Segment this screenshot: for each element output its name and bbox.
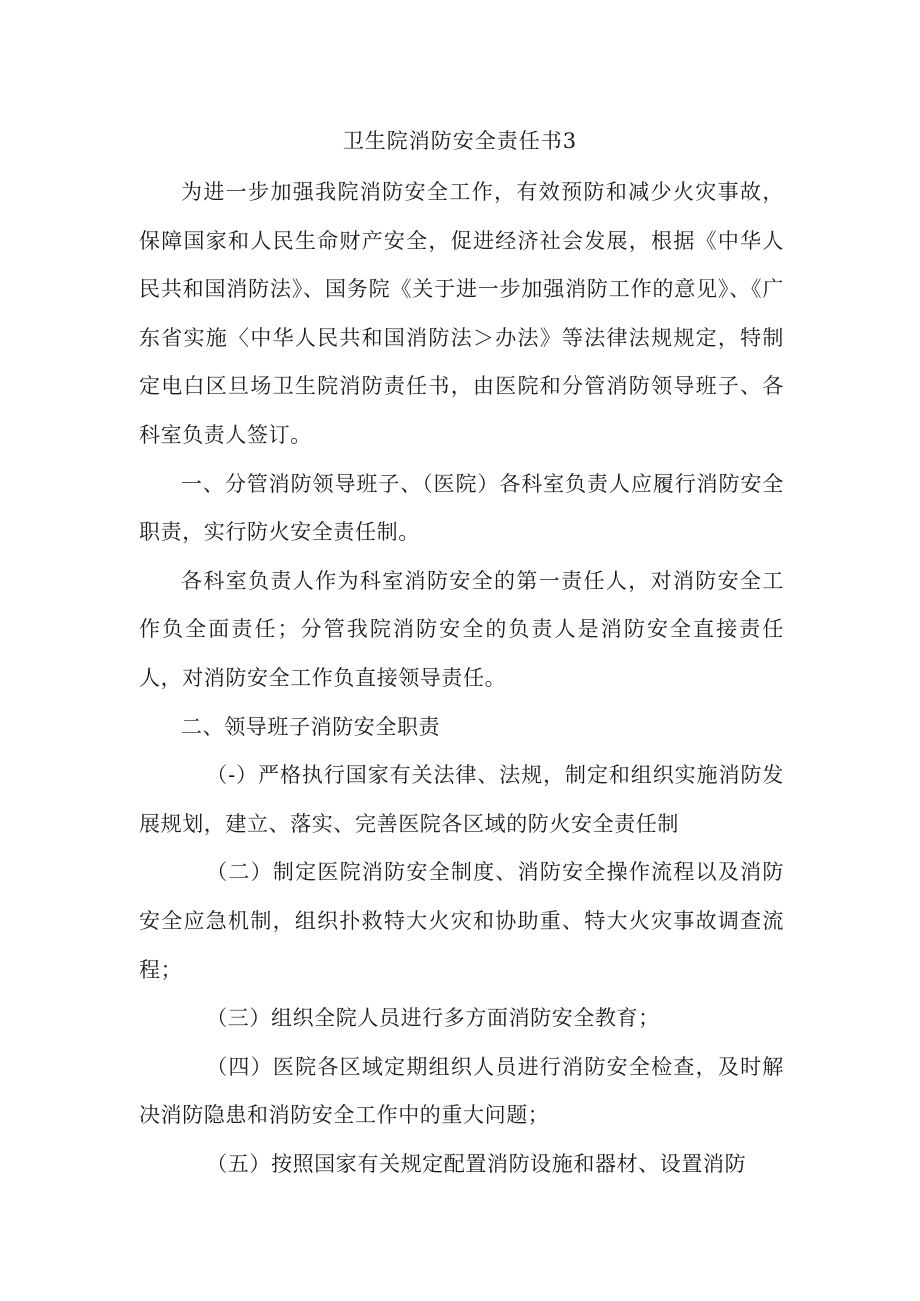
paragraph-section-2-heading: 二、领导班子消防安全职责 xyxy=(181,714,441,739)
paragraph-item-5: （五）按照国家有关规定配置消防设施和器材、设置消防 xyxy=(206,1151,747,1176)
paragraph-item-4: （四）医院各区域定期组织人员进行消防安全检查，及时解决消防隐患和消防安全工作中的重大问题； xyxy=(139,1054,784,1128)
paragraph-intro: 为进一步加强我院消防安全工作，有效预防和减少火灾事故，保障国家和人民生命财产安全，促进经济社会发展，根据《中华人民共和国消防法》、国务院《关于进一步加强消防工作的意见》、《广东省实施〈中华人民共和国消防法＞办法》等法律法规规定，特制定电白区旦场卫生院消防责任书，由医院和分管消防领导班子、各科室负责人签订。 xyxy=(139,180,784,447)
paragraph-responsibility: 各科室负责人作为科室消防安全的第一责任人，对消防安全工作负全面责任；分管我院消防安全的负责人是消防安全直接责任人，对消防安全工作负直接领导责任。 xyxy=(139,568,784,690)
document-body xyxy=(139,168,784,1188)
paragraph-section-1: 一、分管消防领导班子、（医院）各科室负责人应履行消防安全职责，实行防火安全责任制。 xyxy=(139,471,784,545)
paragraph-item-2: （二）制定医院消防安全制度、消防安全操作流程以及消防安全应急机制，组织扑救特大火灾和协助重、特大火灾事故调查流程； xyxy=(139,860,784,982)
paragraph-item-1: （-）严格执行国家有关法律、法规，制定和组织实施消防发展规划，建立、落实、完善医院各区域的防火安全责任制 xyxy=(139,763,784,836)
paragraph-item-3: （三）组织全院人员进行多方面消防安全教育； xyxy=(206,1006,660,1031)
document-title: 卫生院消防安全责任书3 xyxy=(342,129,578,153)
